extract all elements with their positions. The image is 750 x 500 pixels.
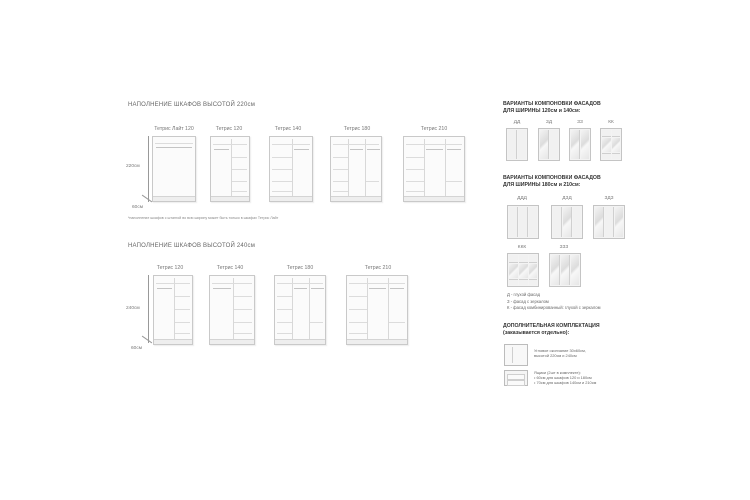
facade-kkk (507, 253, 539, 287)
facade-zzz (549, 253, 581, 287)
label-tetris-210-220: Тетрис 210 (420, 126, 448, 132)
label-tetris-210-240: Тетрис 210 (364, 265, 392, 271)
label-tetris-180-240: Тетрис 180 (286, 265, 314, 271)
drawers-text: Ящики (2шт в комплекте): • 60см для шкафов 120 и 180см • 70см для шкафов 140см и 210см (534, 370, 597, 385)
facade-zdz (593, 205, 625, 239)
facade-dd (506, 128, 528, 161)
drawers-image (504, 370, 528, 386)
code-dd: ДД (513, 120, 521, 125)
label-tetris-lite-120: Тетрис Лайт 120 (154, 126, 194, 132)
wardrobe-tetris-lite-120 (152, 136, 196, 202)
code-zz: ЗЗ (577, 120, 583, 125)
variants-large-title: ВАРИАНТЫ КОМПОНОВКИ ФАСАДОВ ДЛЯ ШИРИНЫ 180см и 210см: (503, 175, 601, 188)
legend-k: К - фасад комбинированный: глухой с зеркалом (507, 305, 601, 311)
label-tetris-120-240: Тетрис 120 (156, 265, 184, 271)
section-220-note: *наполнение шкафов с штангой во всю ширину может быть только в шкафах Тетрис Лайт (128, 216, 279, 220)
code-zd: ЗД (545, 120, 553, 125)
code-zdz: ЗДЗ (604, 196, 614, 201)
wardrobe-tetris-120-220 (210, 136, 250, 202)
section-240-title: НАПОЛНЕНИЕ ШКАФОВ ВЫСОТОЙ 240см (128, 243, 256, 249)
facade-zd (538, 128, 560, 161)
height-label-220: 220см (126, 164, 140, 169)
label-tetris-140-220: Тетрис 140 (274, 126, 302, 132)
depth-label-240: 60см (131, 346, 143, 351)
legend-d: Д - глухой фасад (507, 292, 541, 297)
code-kk: КК (608, 120, 614, 125)
wardrobe-tetris-210-240 (346, 275, 408, 345)
facade-kk (600, 128, 622, 161)
facade-zz (569, 128, 591, 161)
code-ddd: ДДД (517, 196, 527, 201)
variants-small-title: ВАРИАНТЫ КОМПОНОВКИ ФАСАДОВ ДЛЯ ШИРИНЫ 120см и 140см: (503, 101, 601, 114)
wardrobe-tetris-140-240 (209, 275, 255, 345)
label-tetris-140-240: Тетрис 140 (216, 265, 244, 271)
height-label-240: 240см (126, 306, 140, 311)
depth-dimension-line-220 (142, 195, 152, 203)
code-dzd: ДЗД (562, 196, 572, 201)
wardrobe-tetris-210-220 (403, 136, 465, 202)
extra-equipment-title: ДОПОЛНИТЕЛЬНАЯ КОМПЛЕКТАЦИЯ (заказывается отдельно): (503, 323, 600, 336)
height-dimension-line-220 (148, 136, 149, 202)
wardrobe-tetris-140-220 (269, 136, 313, 202)
label-tetris-180-220: Тетрис 180 (343, 126, 371, 132)
height-dimension-line-240 (148, 275, 149, 343)
label-tetris-120-220: Тетрис 120 (215, 126, 243, 132)
corner-end-text: Угловое окончание 30x60см, высотой 220см и 240см (534, 348, 586, 358)
wardrobe-tetris-120-240 (153, 275, 193, 345)
code-zzz: ЗЗЗ (559, 245, 569, 250)
legend-z: З - фасад с зеркалом (507, 298, 549, 304)
facade-legend (507, 292, 600, 312)
section-220-title: НАПОЛНЕНИЕ ШКАФОВ ВЫСОТОЙ 220см (128, 102, 256, 108)
facade-ddd (507, 205, 539, 239)
wardrobe-tetris-180-220 (330, 136, 382, 202)
corner-end-image (504, 344, 528, 366)
facade-dzd (551, 205, 583, 239)
depth-label-220: 60см (132, 205, 144, 210)
code-kkk: ККК (517, 245, 527, 250)
depth-dimension-line-240 (142, 336, 152, 344)
wardrobe-tetris-180-240 (274, 275, 326, 345)
